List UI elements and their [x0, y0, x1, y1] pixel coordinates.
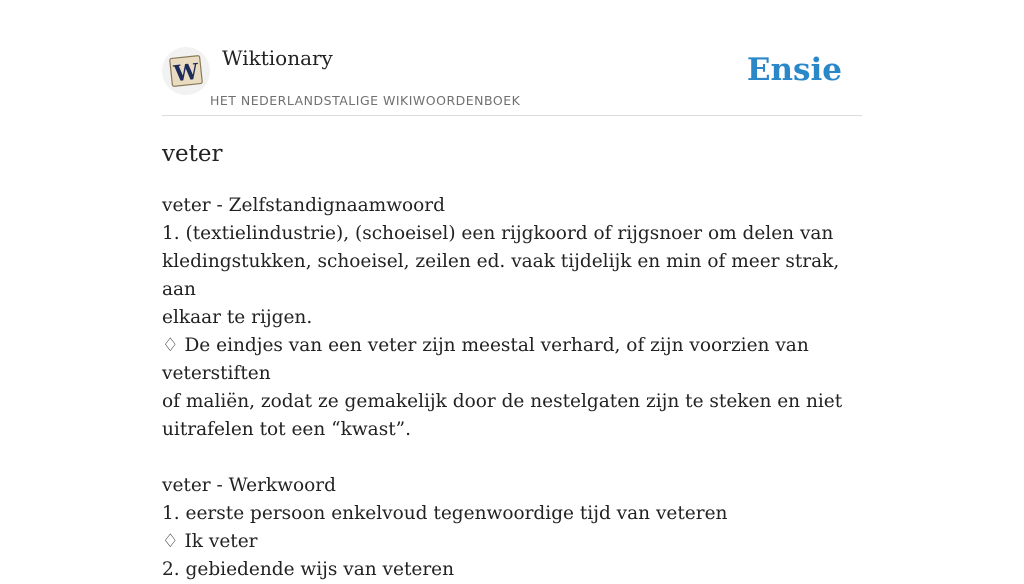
entry-heading: veter - Werkwoord [162, 475, 336, 496]
header-divider [162, 115, 862, 116]
logo-letter: W [172, 58, 200, 88]
site-tagline: HET NEDERLANDSTALIGE WIKIWOORDENBOEK [210, 93, 521, 108]
entry-spacer [162, 444, 868, 472]
definition-line: 1. eerste persoon enkelvoud tegenwoordige tijd van veteren [162, 503, 728, 524]
example-line: of maliën, zodat ze gemakelijk door de nestelgaten zijn te steken en niet [162, 391, 843, 412]
definition-line: 2. gebiedende wijs van veteren [162, 559, 455, 580]
page-title: veter [162, 141, 223, 167]
entry-heading: veter - Zelfstandignaamwoord [162, 195, 445, 216]
definition-line: elkaar te rijgen. [162, 307, 313, 328]
definition-content [162, 192, 868, 584]
example-line: uitrafelen tot een “kwast”. [162, 419, 411, 440]
definition-line: kledingstukken, schoeisel, zeilen ed. vaak tijdelijk en min of meer strak, aan [162, 251, 840, 300]
site-title[interactable]: Wiktionary [222, 46, 333, 70]
brand-logo[interactable]: Ensie [746, 52, 842, 88]
example-line: ♢ De eindjes van een veter zijn meestal verhard, of zijn voorzien van veterstiften [162, 335, 809, 384]
wiktionary-logo-icon[interactable] [162, 47, 210, 95]
definition-line: 1. (textielindustrie), (schoeisel) een rijgkoord of rijgsnoer om delen van [162, 223, 834, 244]
w-tile-icon [167, 52, 205, 90]
example-line: ♢ Ik veter [162, 531, 258, 552]
